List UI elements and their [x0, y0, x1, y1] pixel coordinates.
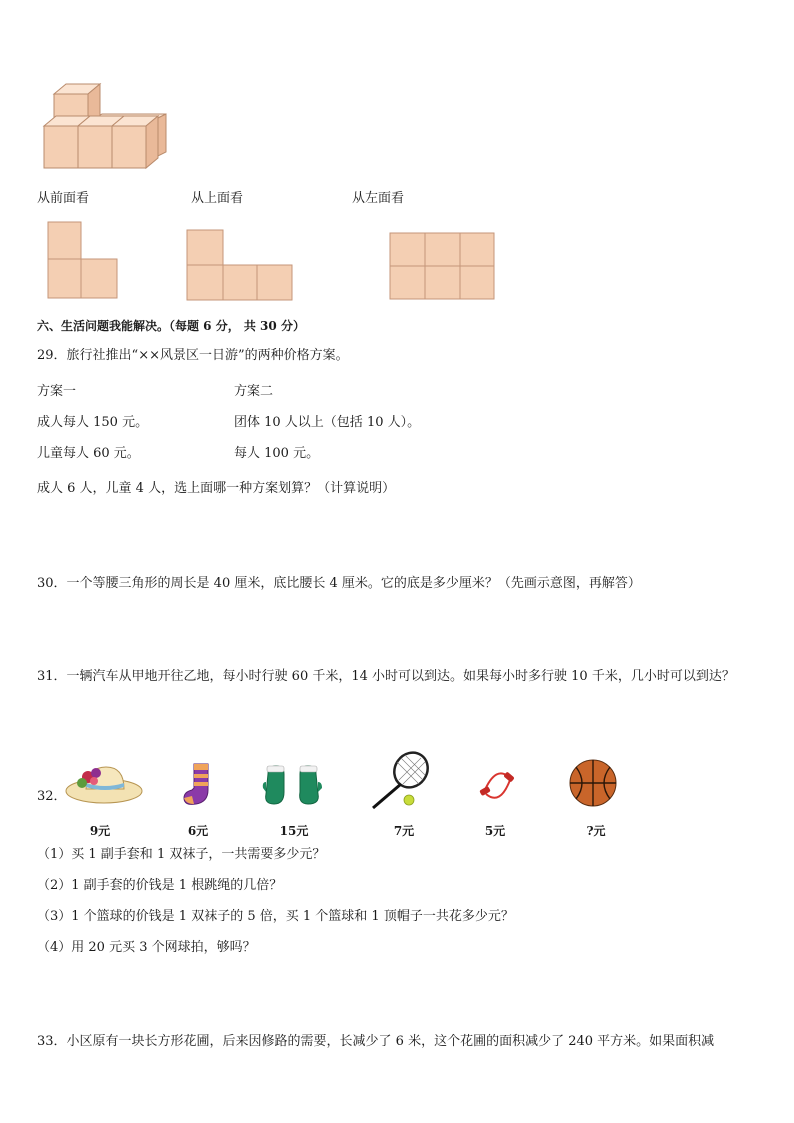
price-basketball: ?元 — [586, 824, 606, 838]
q29-plan-b-line2: 每人 100 元。 — [234, 446, 320, 461]
price-mittens: 15元 — [279, 824, 309, 838]
front-view-label: 从前面看 — [37, 191, 90, 206]
q32-number: 32． — [37, 789, 67, 804]
price-jump-rope: 5元 — [484, 824, 506, 838]
q32-sub3: （3）1 个篮球的价钱是 1 双袜子的 5 倍，买 1 个篮球和 1 顶帽子一共花多少元？ — [37, 909, 514, 924]
q29-plan-b-line1: 团体 10 人以上（包括 10 人）。 — [234, 415, 421, 430]
q32-sub4: （4）用 20 元买 3 个网球拍，够吗？ — [37, 940, 256, 955]
left-view-label: 从左面看 — [352, 191, 405, 206]
view-option-b — [186, 229, 294, 303]
q29-plan-a-line2: 儿童每人 60 元。 — [37, 446, 140, 461]
mittens-icon — [262, 764, 324, 808]
q32-sub1: （1）买 1 副手套和 1 双袜子，一共需要多少元？ — [37, 847, 326, 862]
q29-question: 成人 6 人，儿童 4 人，选上面哪一种方案划算？（计算说明） — [37, 481, 396, 496]
price-sock: 6元 — [187, 824, 209, 838]
q29-plan-a-title: 方案一 — [37, 384, 77, 399]
q30-text: 30．一个等腰三角形的周长是 40 厘米，底比腰长 4 厘米。它的底是多少厘米？（先画示意图，再解答） — [37, 576, 641, 591]
price-racket: 7元 — [393, 824, 415, 838]
q32-sub2: （2）1 副手套的价钱是 1 根跳绳的几倍？ — [37, 878, 283, 893]
price-hat: 9元 — [89, 824, 111, 838]
basketball-icon — [568, 758, 618, 808]
view-option-c — [389, 232, 497, 302]
top-view-label: 从上面看 — [191, 191, 244, 206]
section-6-heading: 六、生活问题我能解决。（每题 6 分， 共 30 分） — [37, 319, 305, 333]
hat-icon — [64, 757, 144, 807]
sock-icon — [180, 762, 216, 808]
view-option-a — [47, 221, 119, 301]
q33-text: 33．小区原有一块长方形花圃，后来因修路的需要，长减少了 6 米，这个花圃的面积减少了 240 平方米。如果面积减 — [37, 1034, 715, 1049]
q29-plan-a-line1: 成人每人 150 元。 — [37, 415, 149, 430]
cube-figure — [40, 80, 175, 175]
q29-plan-b-title: 方案二 — [234, 384, 274, 399]
q29-intro: 29．旅行社推出“××风景区一日游”的两种价格方案。 — [37, 348, 349, 363]
q31-text: 31．一辆汽车从甲地开往乙地，每小时行驶 60 千米，14 小时可以到达。如果每小时多行驶 10 千米，几小时可以到达？ — [37, 669, 735, 684]
tennis-racket-icon — [367, 750, 433, 812]
jump-rope-icon — [478, 766, 516, 802]
